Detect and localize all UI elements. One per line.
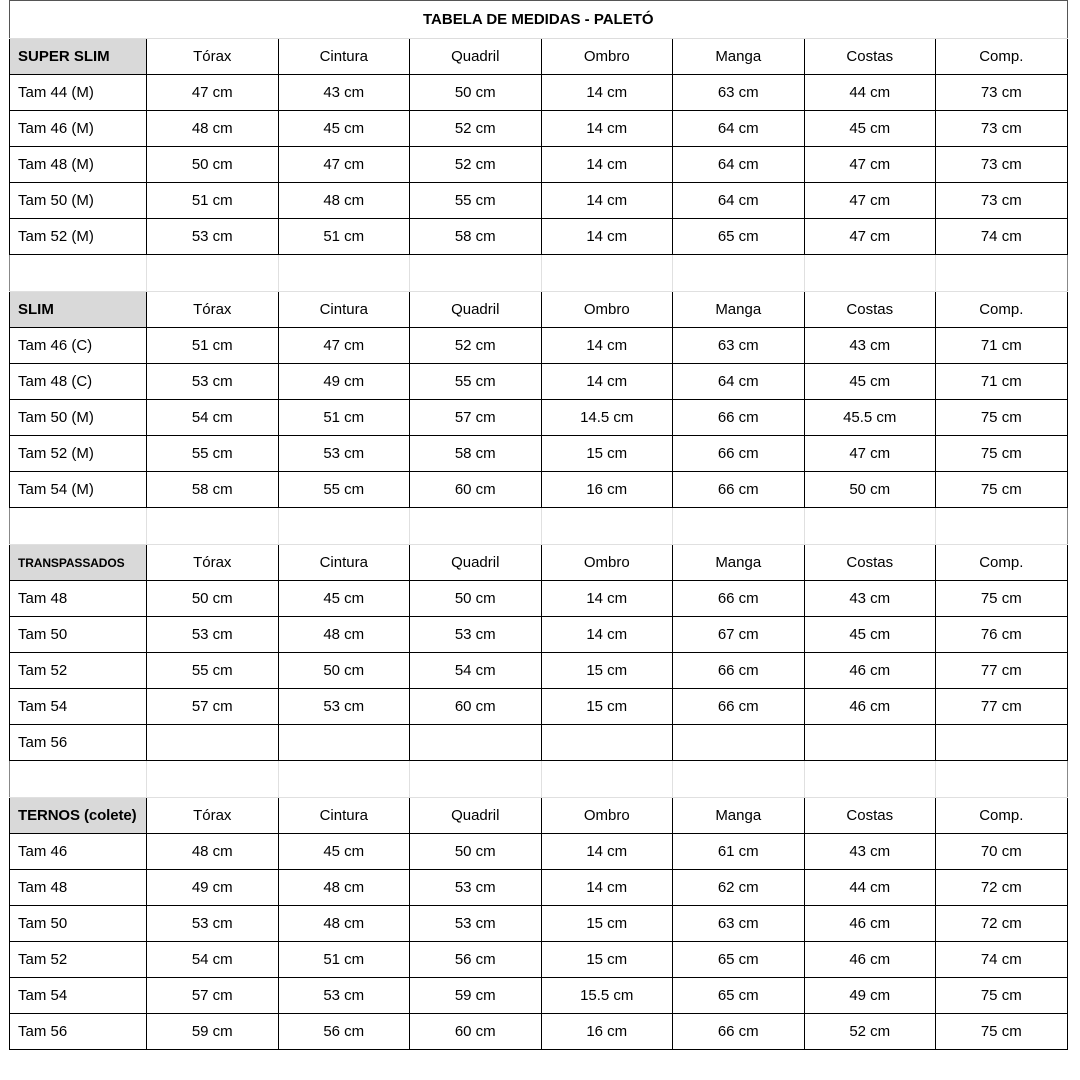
measure-cell-quadril: 55 cm <box>410 364 542 400</box>
measure-cell-torax: 59 cm <box>147 1014 279 1050</box>
measure-cell-manga: 64 cm <box>673 111 805 147</box>
column-header-costas: Costas <box>804 292 936 328</box>
measure-cell-comp: 76 cm <box>936 617 1068 653</box>
measure-cell-quadril: 50 cm <box>410 834 542 870</box>
measure-cell-costas: 47 cm <box>804 436 936 472</box>
empty-cell <box>804 508 936 545</box>
table-row <box>10 689 1068 725</box>
measure-cell-costas: 47 cm <box>804 219 936 255</box>
measure-cell-comp: 75 cm <box>936 1014 1068 1050</box>
section-title: SUPER SLIM <box>10 39 147 75</box>
measure-cell-quadril: 52 cm <box>410 111 542 147</box>
measure-cell-torax: 54 cm <box>147 400 279 436</box>
measure-cell-comp: 71 cm <box>936 328 1068 364</box>
measure-cell-costas: 46 cm <box>804 689 936 725</box>
column-header-quadril: Quadril <box>410 798 542 834</box>
spacer-row <box>10 508 1068 545</box>
measure-cell-manga: 63 cm <box>673 75 805 111</box>
measure-cell-torax: 53 cm <box>147 617 279 653</box>
empty-cell <box>278 761 410 798</box>
size-chart-table <box>9 0 1068 1050</box>
column-header-cintura: Cintura <box>278 292 410 328</box>
measure-cell-quadril: 59 cm <box>410 978 542 1014</box>
measure-cell-torax <box>147 725 279 761</box>
measure-cell-manga: 65 cm <box>673 219 805 255</box>
measure-cell-torax: 57 cm <box>147 978 279 1014</box>
measure-cell-cintura: 48 cm <box>278 906 410 942</box>
empty-cell <box>278 508 410 545</box>
measure-cell-ombro: 15 cm <box>541 689 673 725</box>
table-row <box>10 906 1068 942</box>
measure-cell-cintura: 53 cm <box>278 436 410 472</box>
size-label: Tam 46 <box>10 834 147 870</box>
column-header-costas: Costas <box>804 798 936 834</box>
measure-cell-manga: 63 cm <box>673 906 805 942</box>
size-label: Tam 54 (M) <box>10 472 147 508</box>
measure-cell-manga: 62 cm <box>673 870 805 906</box>
empty-cell <box>410 255 542 292</box>
measure-cell-comp: 73 cm <box>936 183 1068 219</box>
column-header-quadril: Quadril <box>410 292 542 328</box>
empty-cell <box>410 508 542 545</box>
size-label: Tam 52 (M) <box>10 219 147 255</box>
measure-cell-cintura: 47 cm <box>278 147 410 183</box>
measure-cell-ombro: 14 cm <box>541 147 673 183</box>
size-label: Tam 56 <box>10 1014 147 1050</box>
empty-cell <box>936 508 1068 545</box>
measure-cell-ombro: 14 cm <box>541 870 673 906</box>
measure-cell-comp: 75 cm <box>936 581 1068 617</box>
measure-cell-ombro: 14 cm <box>541 581 673 617</box>
table-row <box>10 183 1068 219</box>
measure-cell-torax: 53 cm <box>147 364 279 400</box>
table-row <box>10 942 1068 978</box>
measure-cell-cintura: 45 cm <box>278 581 410 617</box>
measure-cell-cintura: 48 cm <box>278 617 410 653</box>
measure-cell-comp: 74 cm <box>936 219 1068 255</box>
table-row <box>10 581 1068 617</box>
table-row <box>10 147 1068 183</box>
measure-cell-manga: 66 cm <box>673 653 805 689</box>
measure-cell-costas: 47 cm <box>804 147 936 183</box>
measure-cell-quadril: 60 cm <box>410 1014 542 1050</box>
empty-cell <box>278 255 410 292</box>
measure-cell-comp: 73 cm <box>936 75 1068 111</box>
empty-cell <box>10 255 147 292</box>
measure-cell-torax: 50 cm <box>147 581 279 617</box>
measure-cell-comp: 72 cm <box>936 870 1068 906</box>
measure-cell-cintura: 48 cm <box>278 870 410 906</box>
measure-cell-cintura: 51 cm <box>278 219 410 255</box>
measure-cell-torax: 48 cm <box>147 834 279 870</box>
empty-cell <box>804 761 936 798</box>
table-row <box>10 978 1068 1014</box>
measure-cell-costas: 44 cm <box>804 870 936 906</box>
measure-cell-manga: 65 cm <box>673 978 805 1014</box>
measure-cell-costas: 43 cm <box>804 328 936 364</box>
measure-cell-comp: 77 cm <box>936 653 1068 689</box>
column-header-cintura: Cintura <box>278 798 410 834</box>
measure-cell-cintura: 51 cm <box>278 400 410 436</box>
measure-cell-cintura: 56 cm <box>278 1014 410 1050</box>
measure-cell-costas: 52 cm <box>804 1014 936 1050</box>
measure-cell-quadril: 53 cm <box>410 906 542 942</box>
measure-cell-comp <box>936 725 1068 761</box>
empty-cell <box>410 761 542 798</box>
column-header-comp: Comp. <box>936 798 1068 834</box>
column-header-quadril: Quadril <box>410 545 542 581</box>
size-label: Tam 54 <box>10 689 147 725</box>
measure-cell-ombro: 14 cm <box>541 834 673 870</box>
size-label: Tam 50 (M) <box>10 400 147 436</box>
measure-cell-manga: 63 cm <box>673 328 805 364</box>
measure-cell-cintura: 49 cm <box>278 364 410 400</box>
size-label: Tam 48 <box>10 870 147 906</box>
table-title: TABELA DE MEDIDAS - PALETÓ <box>10 1 1068 39</box>
table-row <box>10 834 1068 870</box>
column-header-comp: Comp. <box>936 292 1068 328</box>
measure-cell-ombro: 14.5 cm <box>541 400 673 436</box>
empty-cell <box>673 508 805 545</box>
measure-cell-manga: 64 cm <box>673 364 805 400</box>
column-header-ombro: Ombro <box>541 545 673 581</box>
column-header-manga: Manga <box>673 545 805 581</box>
table-row <box>10 870 1068 906</box>
measure-cell-torax: 51 cm <box>147 183 279 219</box>
empty-cell <box>10 508 147 545</box>
column-header-ombro: Ombro <box>541 798 673 834</box>
empty-cell <box>147 508 279 545</box>
measure-cell-quadril: 60 cm <box>410 689 542 725</box>
size-label: Tam 56 <box>10 725 147 761</box>
measure-cell-quadril: 54 cm <box>410 653 542 689</box>
measure-cell-comp: 75 cm <box>936 978 1068 1014</box>
measure-cell-costas: 44 cm <box>804 75 936 111</box>
column-header-ombro: Ombro <box>541 292 673 328</box>
section-title: TRANSPASSADOS <box>10 545 147 581</box>
table-row <box>10 75 1068 111</box>
table-row <box>10 436 1068 472</box>
measure-cell-costas: 45.5 cm <box>804 400 936 436</box>
table-row <box>10 111 1068 147</box>
measure-cell-cintura: 50 cm <box>278 653 410 689</box>
measure-cell-torax: 49 cm <box>147 870 279 906</box>
section-header-row-slim <box>10 292 1068 328</box>
measure-cell-ombro: 15.5 cm <box>541 978 673 1014</box>
measure-cell-manga: 66 cm <box>673 581 805 617</box>
measure-cell-ombro: 15 cm <box>541 436 673 472</box>
size-label: Tam 52 <box>10 942 147 978</box>
measure-cell-quadril: 56 cm <box>410 942 542 978</box>
measure-cell-cintura: 48 cm <box>278 183 410 219</box>
measure-cell-comp: 77 cm <box>936 689 1068 725</box>
empty-cell <box>541 761 673 798</box>
measure-cell-costas: 49 cm <box>804 978 936 1014</box>
measure-cell-ombro: 14 cm <box>541 328 673 364</box>
empty-cell <box>936 255 1068 292</box>
measure-cell-comp: 72 cm <box>936 906 1068 942</box>
size-label: Tam 48 (C) <box>10 364 147 400</box>
measure-cell-costas: 45 cm <box>804 617 936 653</box>
column-header-manga: Manga <box>673 39 805 75</box>
measure-cell-quadril: 52 cm <box>410 147 542 183</box>
measure-cell-ombro: 14 cm <box>541 617 673 653</box>
measure-cell-manga: 64 cm <box>673 183 805 219</box>
measure-cell-torax: 47 cm <box>147 75 279 111</box>
measure-cell-quadril: 52 cm <box>410 328 542 364</box>
measure-cell-comp: 74 cm <box>936 942 1068 978</box>
measure-cell-quadril: 58 cm <box>410 219 542 255</box>
spacer-row <box>10 255 1068 292</box>
size-label: Tam 50 (M) <box>10 183 147 219</box>
measure-cell-costas: 45 cm <box>804 364 936 400</box>
size-label: Tam 52 <box>10 653 147 689</box>
measure-cell-costas: 46 cm <box>804 653 936 689</box>
size-label: Tam 44 (M) <box>10 75 147 111</box>
measure-cell-comp: 75 cm <box>936 400 1068 436</box>
empty-cell <box>804 255 936 292</box>
table-row <box>10 219 1068 255</box>
column-header-comp: Comp. <box>936 39 1068 75</box>
measure-cell-ombro: 14 cm <box>541 364 673 400</box>
empty-cell <box>936 761 1068 798</box>
section-title: SLIM <box>10 292 147 328</box>
table-row <box>10 653 1068 689</box>
measure-cell-quadril: 55 cm <box>410 183 542 219</box>
empty-cell <box>541 508 673 545</box>
column-header-cintura: Cintura <box>278 39 410 75</box>
measure-cell-comp: 75 cm <box>936 472 1068 508</box>
measure-cell-cintura <box>278 725 410 761</box>
measure-cell-costas <box>804 725 936 761</box>
section-header-row-transpassados <box>10 545 1068 581</box>
size-label: Tam 50 <box>10 906 147 942</box>
measure-cell-cintura: 51 cm <box>278 942 410 978</box>
measure-cell-ombro: 15 cm <box>541 906 673 942</box>
column-header-torax: Tórax <box>147 292 279 328</box>
measure-cell-torax: 53 cm <box>147 219 279 255</box>
measure-cell-torax: 55 cm <box>147 653 279 689</box>
measure-cell-torax: 48 cm <box>147 111 279 147</box>
column-header-manga: Manga <box>673 798 805 834</box>
section-header-row-super-slim <box>10 39 1068 75</box>
table-row <box>10 725 1068 761</box>
column-header-torax: Tórax <box>147 545 279 581</box>
size-label: Tam 52 (M) <box>10 436 147 472</box>
column-header-quadril: Quadril <box>410 39 542 75</box>
measure-cell-ombro: 16 cm <box>541 1014 673 1050</box>
measure-cell-torax: 54 cm <box>147 942 279 978</box>
measure-cell-quadril <box>410 725 542 761</box>
empty-cell <box>147 255 279 292</box>
measure-cell-manga: 65 cm <box>673 942 805 978</box>
measure-cell-costas: 43 cm <box>804 581 936 617</box>
empty-cell <box>10 761 147 798</box>
measure-cell-ombro: 14 cm <box>541 111 673 147</box>
measure-cell-ombro: 14 cm <box>541 75 673 111</box>
column-header-manga: Manga <box>673 292 805 328</box>
title-row <box>10 1 1068 39</box>
measure-cell-manga: 67 cm <box>673 617 805 653</box>
empty-cell <box>147 761 279 798</box>
measure-cell-cintura: 43 cm <box>278 75 410 111</box>
measure-cell-costas: 46 cm <box>804 906 936 942</box>
measure-cell-costas: 45 cm <box>804 111 936 147</box>
table-row <box>10 472 1068 508</box>
measure-cell-manga: 66 cm <box>673 472 805 508</box>
measure-cell-torax: 53 cm <box>147 906 279 942</box>
measure-cell-torax: 50 cm <box>147 147 279 183</box>
measure-cell-manga: 66 cm <box>673 1014 805 1050</box>
column-header-costas: Costas <box>804 545 936 581</box>
table-row <box>10 364 1068 400</box>
measure-cell-ombro <box>541 725 673 761</box>
measure-cell-torax: 51 cm <box>147 328 279 364</box>
column-header-costas: Costas <box>804 39 936 75</box>
column-header-comp: Comp. <box>936 545 1068 581</box>
measure-cell-manga: 64 cm <box>673 147 805 183</box>
measure-cell-costas: 50 cm <box>804 472 936 508</box>
table-row <box>10 328 1068 364</box>
measure-cell-manga: 66 cm <box>673 400 805 436</box>
measure-cell-cintura: 55 cm <box>278 472 410 508</box>
measure-cell-ombro: 15 cm <box>541 653 673 689</box>
section-header-row-ternos-colete <box>10 798 1068 834</box>
measure-cell-quadril: 53 cm <box>410 870 542 906</box>
measure-cell-manga: 66 cm <box>673 689 805 725</box>
column-header-torax: Tórax <box>147 798 279 834</box>
measure-cell-ombro: 16 cm <box>541 472 673 508</box>
measure-cell-quadril: 53 cm <box>410 617 542 653</box>
size-label: Tam 48 (M) <box>10 147 147 183</box>
measure-cell-costas: 47 cm <box>804 183 936 219</box>
size-label: Tam 46 (C) <box>10 328 147 364</box>
size-label: Tam 48 <box>10 581 147 617</box>
measure-cell-comp: 71 cm <box>936 364 1068 400</box>
measure-cell-comp: 70 cm <box>936 834 1068 870</box>
measure-cell-quadril: 58 cm <box>410 436 542 472</box>
measure-cell-ombro: 15 cm <box>541 942 673 978</box>
measure-cell-cintura: 47 cm <box>278 328 410 364</box>
measure-cell-cintura: 53 cm <box>278 689 410 725</box>
table-row <box>10 400 1068 436</box>
table-row <box>10 1014 1068 1050</box>
measure-cell-manga <box>673 725 805 761</box>
measure-cell-quadril: 60 cm <box>410 472 542 508</box>
measure-cell-comp: 75 cm <box>936 436 1068 472</box>
measure-cell-comp: 73 cm <box>936 111 1068 147</box>
size-label: Tam 50 <box>10 617 147 653</box>
measure-cell-quadril: 50 cm <box>410 75 542 111</box>
measure-cell-torax: 57 cm <box>147 689 279 725</box>
measure-cell-quadril: 50 cm <box>410 581 542 617</box>
measure-cell-ombro: 14 cm <box>541 183 673 219</box>
measure-cell-cintura: 45 cm <box>278 834 410 870</box>
measure-cell-quadril: 57 cm <box>410 400 542 436</box>
spacer-row <box>10 761 1068 798</box>
section-title: TERNOS (colete) <box>10 798 147 834</box>
column-header-cintura: Cintura <box>278 545 410 581</box>
measure-cell-torax: 58 cm <box>147 472 279 508</box>
column-header-torax: Tórax <box>147 39 279 75</box>
measure-cell-comp: 73 cm <box>936 147 1068 183</box>
empty-cell <box>673 761 805 798</box>
table-row <box>10 617 1068 653</box>
measure-cell-ombro: 14 cm <box>541 219 673 255</box>
empty-cell <box>541 255 673 292</box>
empty-cell <box>673 255 805 292</box>
measure-cell-costas: 46 cm <box>804 942 936 978</box>
measure-cell-manga: 66 cm <box>673 436 805 472</box>
size-label: Tam 46 (M) <box>10 111 147 147</box>
measure-cell-costas: 43 cm <box>804 834 936 870</box>
measure-cell-cintura: 53 cm <box>278 978 410 1014</box>
measure-cell-torax: 55 cm <box>147 436 279 472</box>
measure-cell-manga: 61 cm <box>673 834 805 870</box>
measure-cell-cintura: 45 cm <box>278 111 410 147</box>
size-label: Tam 54 <box>10 978 147 1014</box>
column-header-ombro: Ombro <box>541 39 673 75</box>
